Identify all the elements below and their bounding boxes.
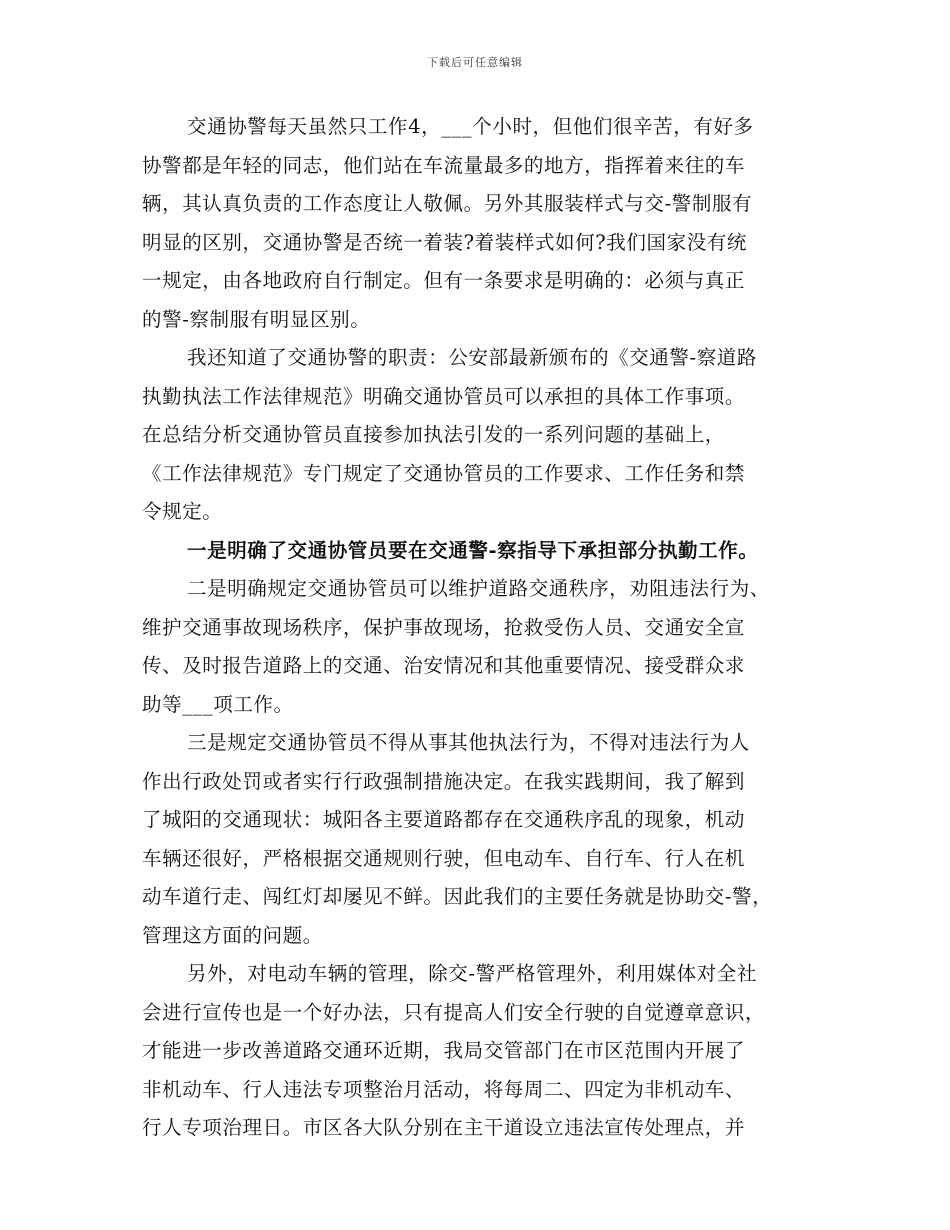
text-line: 才能进一步改善道路交通环近期，我局交管部门在市区范围内开展了	[142, 1039, 746, 1062]
text-line: 了城阳的交通现状：城阳各主要道路都存在交通秩序乱的现象，机动	[142, 808, 746, 831]
text-line: 作出行政处罚或者实行行政强制措施决定。在我实践期间，我了解到	[142, 769, 746, 793]
text-line: 管理这方面的问题。	[142, 923, 323, 947]
text-line: 动车道行走、闯红灯却屡见不鲜。因此我们的主要任务就是协助交-警，	[142, 885, 773, 908]
text-line: 维护交通事故现场秩序，保护事故现场，抢救受伤人员、交通安全宣	[142, 615, 746, 639]
text-line: 执勤执法工作法律规范》明确交通协管员可以承担的具体工作事项。	[142, 384, 746, 408]
text-line: 我还知道了交通协警的职责：公安部最新颁布的《交通警-察道路	[187, 346, 757, 369]
text-line: 的警-察制服有明显区别。	[142, 307, 371, 331]
page-header: 下载后可任意编辑	[427, 56, 523, 69]
text-line: 会进行宣传也是一个好办法，只有提高人们安全行驶的自觉遵章意识，	[142, 1000, 766, 1024]
text-line: 三是规定交通协管员不得从事其他执法行为，不得对违法行为人	[187, 731, 750, 754]
text-line: 助等___项工作。	[142, 692, 294, 716]
text-line: 另外，对电动车辆的管理，除交-警严格管理外，利用媒体对全社	[187, 962, 757, 985]
text-line: 一是明确了交通协管员要在交通警-察指导下承担部分执勤工作。	[187, 538, 759, 562]
text-line: 二是明确规定交通协管员可以维护道路交通秩序，劝阻违法行为、	[187, 577, 770, 600]
text-line: 《工作法律规范》专门规定了交通协管员的工作要求、工作任务和禁	[142, 461, 746, 485]
text-line: 行人专项治理日。市区各大队分别在主干道设立违法宣传处理点，并	[142, 1116, 746, 1139]
text-line: 协警都是年轻的同志，他们站在车流量最多的地方，指挥着来往的车	[142, 153, 746, 177]
text-line: 明显的区别，交通协警是否统一着装?着装样式如何?我们国家没有统	[142, 230, 748, 254]
text-line: 交通协警每天虽然只工作4，___个小时，但他们很辛苦，有好多	[187, 115, 754, 138]
document-body	[142, 108, 822, 1148]
text-line: 非机动车、行人违法专项整治月活动，将每周二、四定为非机动车、	[142, 1077, 746, 1101]
text-line: 辆，其认真负责的工作态度让人敬佩。另外其服装样式与交-警制服有	[142, 192, 753, 215]
text-line: 在总结分析交通协管员直接参加执法引发的一系列问题的基础上，	[142, 423, 725, 446]
text-line: 一规定，由各地政府自行制定。但有一条要求是明确的：必须与真正	[142, 269, 746, 292]
text-line: 车辆还很好，严格根据交通规则行驶，但电动车、自行车、行人在机	[142, 846, 746, 870]
text-line: 传、及时报告道路上的交通、治安情况和其他重要情况、接受群众求	[142, 654, 746, 677]
text-line: 令规定。	[142, 500, 223, 523]
